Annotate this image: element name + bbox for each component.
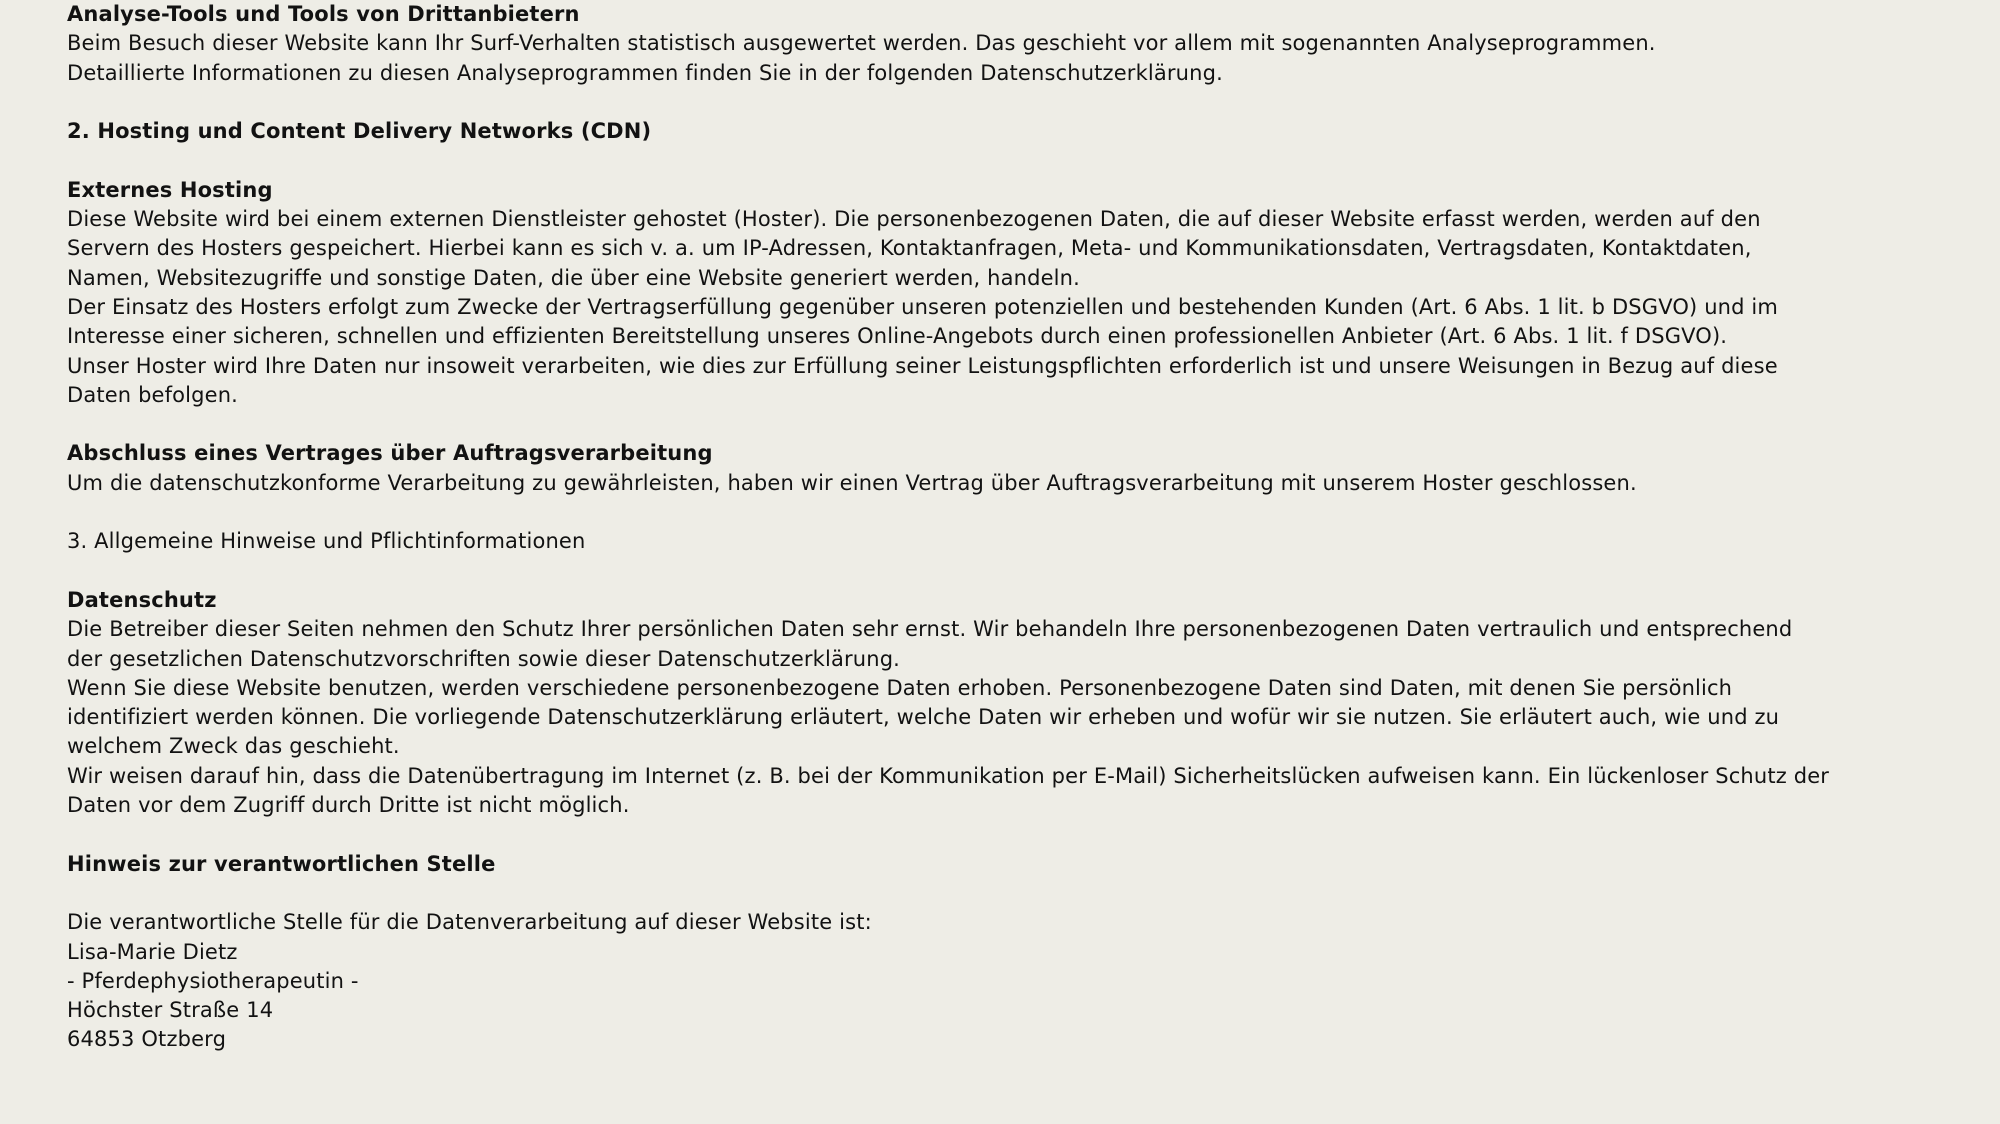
heading-verantwortliche-stelle: Hinweis zur verantwortlichen Stelle [67,851,496,876]
text-line: identifiziert werden können. Die vorliegende Datenschutzerklärung erläutert, welche Daten wir erheben und wofür wir sie nutzen. Sie erläutert auch, wie und zu [67,705,1780,730]
spacer [67,557,1947,586]
contact-name: Lisa-Marie Dietz [67,939,238,964]
text-line: Wir weisen darauf hin, dass die Datenübertragung im Internet (z. B. bei der Kommunikation per E-Mail) Sicherheitslücken aufweisen kann. Ein lückenloser Schutz der [67,763,1830,788]
text-line: Unser Hoster wird Ihre Daten nur insoweit verarbeiten, wie dies zur Erfüllung seiner Leistungspflichten erforderlich ist und unsere Weisungen in Bezug auf diese [67,353,1778,378]
contact-city: 64853 Otzberg [67,1027,227,1052]
text-line: Interesse einer sicheren, schnellen und effizienten Bereitstellung unseres Online-Angebots durch einen professionellen Anbieter (Art. 6 Abs. 1 lit. f DSGVO). [67,324,1728,349]
contact-street: Höchster Straße 14 [67,998,274,1023]
heading-externes-hosting: Externes Hosting [67,177,273,202]
text-line: Beim Besuch dieser Website kann Ihr Surf-Verhalten statistisch ausgewertet werden. Das geschieht vor allem mit sogenannten Analyseprogrammen. [67,31,1656,56]
text-line: Namen, Websitezugriffe und sonstige Daten, die über eine Website generiert werden, handeln. [67,265,1080,290]
privacy-policy-content [67,0,1947,1055]
heading-allgemeine-hinweise: 3. Allgemeine Hinweise und Pflichtinformationen [67,529,586,554]
text-line: Servern des Hosters gespeichert. Hierbei kann es sich v. a. um IP-Adressen, Kontaktanfragen, Meta- und Kommunikationsdaten, Vertragsdaten, Kontaktdaten, [67,236,1752,261]
spacer [67,146,1947,175]
text-line: Der Einsatz des Hosters erfolgt zum Zwecke der Vertragserfüllung gegenüber unseren potenziellen und bestehenden Kunden (Art. 6 Abs. 1 lit. b DSGVO) und im [67,294,1779,319]
heading-auftragsverarbeitung: Abschluss eines Vertrages über Auftragsverarbeitung [67,441,713,466]
heading-datenschutz: Datenschutz [67,587,217,612]
spacer [67,498,1947,527]
heading-hosting-cdn: 2. Hosting und Content Delivery Networks (CDN) [67,119,652,144]
spacer [67,88,1947,117]
heading-analyse-tools: Analyse-Tools und Tools von Drittanbietern [67,2,580,26]
contact-profession: - Pferdephysiotherapeutin - [67,968,359,993]
text-line: Die verantwortliche Stelle für die Datenverarbeitung auf dieser Website ist: [67,910,872,935]
text-line: Diese Website wird bei einem externen Dienstleister gehostet (Hoster). Die personenbezogenen Daten, die auf dieser Website erfasst werden, werden auf den [67,207,1761,232]
text-line: Daten vor dem Zugriff durch Dritte ist nicht möglich. [67,793,630,818]
text-line: welchem Zweck das geschieht. [67,734,400,759]
text-line: Wenn Sie diese Website benutzen, werden verschiedene personenbezogene Daten erhoben. Personenbezogene Daten sind Daten, mit denen Sie persönlich [67,675,1733,700]
text-line: Die Betreiber dieser Seiten nehmen den Schutz Ihrer persönlichen Daten sehr ernst. Wir behandeln Ihre personenbezogenen Daten vertraulich und entsprechend [67,617,1793,642]
spacer [67,820,1947,849]
spacer [67,879,1947,908]
text-line: Daten befolgen. [67,382,238,407]
text-line: der gesetzlichen Datenschutzvorschriften sowie dieser Datenschutzerklärung. [67,646,900,671]
text-line: Um die datenschutzkonforme Verarbeitung zu gewährleisten, haben wir einen Vertrag über Auftragsverarbeitung mit unserem Hoster geschlossen. [67,470,1637,495]
spacer [67,410,1947,439]
text-line: Detaillierte Informationen zu diesen Analyseprogrammen finden Sie in der folgenden Datenschutzerklärung. [67,60,1223,85]
